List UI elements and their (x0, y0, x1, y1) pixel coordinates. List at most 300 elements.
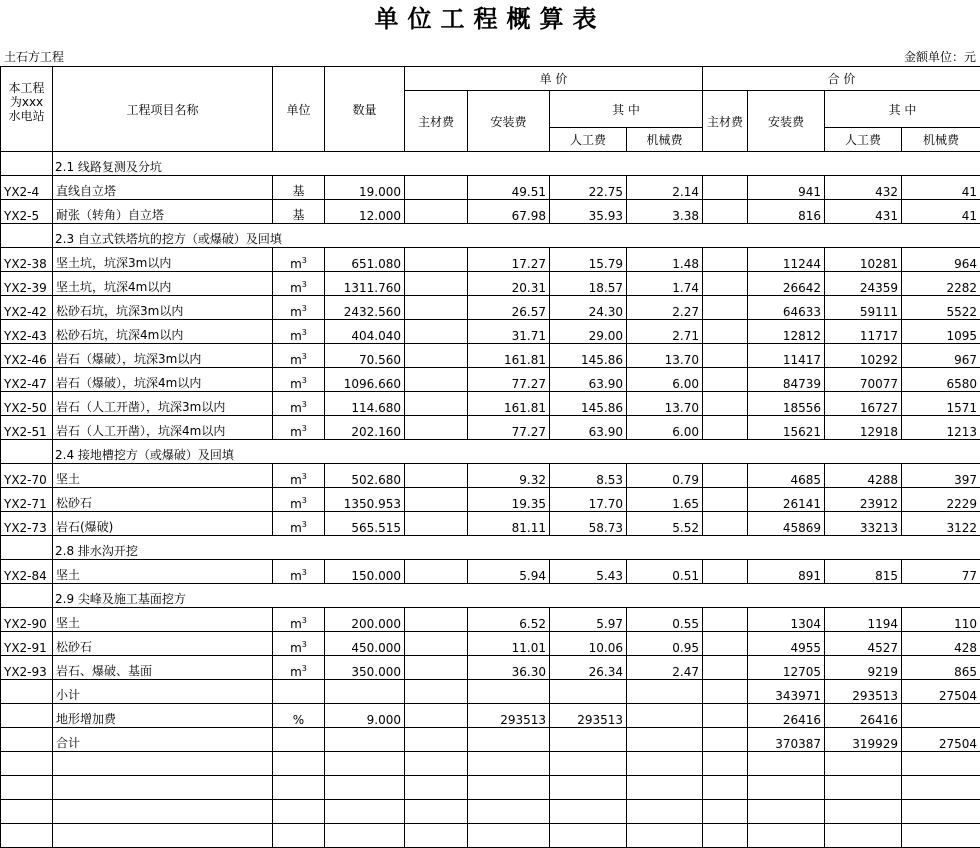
table-row (1, 176, 980, 200)
cell-name: 松砂石坑，坑深4m以内 (53, 320, 273, 344)
superscript-3: 3 (302, 304, 307, 313)
table-row (1, 560, 980, 584)
cell-qty: 350.000 (325, 656, 405, 680)
cell-t-mat (703, 200, 748, 224)
cell-t-inst: 12705 (748, 656, 825, 680)
header-u-material: 主材费 (405, 91, 468, 152)
cell-t-lab (825, 824, 902, 848)
superscript-3: 3 (302, 568, 307, 577)
cell-code: YX2-93 (1, 656, 53, 680)
cell-u-mach (627, 704, 703, 728)
cell-t-lab: 815 (825, 560, 902, 584)
cell-name: 坚土 (53, 608, 273, 632)
cell-u-mach: 1.48 (627, 248, 703, 272)
cell-qty: 19.000 (325, 176, 405, 200)
cell-u-mat (405, 416, 468, 440)
cell-qty: 1350.953 (325, 488, 405, 512)
cell-code (1, 728, 53, 752)
cell-t-mach: 1095 (902, 320, 980, 344)
cell-code: YX2-4 (1, 176, 53, 200)
cell-name: 岩石（爆破），坑深4m以内 (53, 368, 273, 392)
cell-unit: % (273, 704, 325, 728)
cell-u-inst (468, 752, 550, 776)
cell-t-inst: 26642 (748, 272, 825, 296)
cell-t-mat (703, 248, 748, 272)
cell-u-lab (550, 752, 627, 776)
cell-u-mach (627, 752, 703, 776)
section-title: 2.8 排水沟开挖 (53, 536, 980, 560)
cell-t-mach: 2282 (902, 272, 980, 296)
table-row (1, 656, 980, 680)
cell-code: YX2-39 (1, 272, 53, 296)
cell-code: YX2-51 (1, 416, 53, 440)
cell-name: 松砂石 (53, 488, 273, 512)
cell-u-lab: 29.00 (550, 320, 627, 344)
cell-u-mach: 2.47 (627, 656, 703, 680)
cell-unit: $m^3$ (273, 632, 325, 656)
cell-t-lab: 4288 (825, 464, 902, 488)
cell-u-mat (405, 464, 468, 488)
cell-t-mach: 1571 (902, 392, 980, 416)
cell-u-inst (468, 776, 550, 800)
cell-u-mach: 0.51 (627, 560, 703, 584)
cell-t-lab: 10281 (825, 248, 902, 272)
cell-t-mach: 110 (902, 608, 980, 632)
cell-u-mat (405, 320, 468, 344)
cell-u-inst: 5.94 (468, 560, 550, 584)
cell-t-inst: 18556 (748, 392, 825, 416)
superscript-3: 3 (302, 640, 307, 649)
cell-t-inst (748, 800, 825, 824)
section-row (1, 224, 980, 248)
cell-qty: 404.040 (325, 320, 405, 344)
cell-u-inst: 293513 (468, 704, 550, 728)
cell-t-mat (703, 728, 748, 752)
cell-t-mach: 5522 (902, 296, 980, 320)
section-row (1, 440, 980, 464)
cell-code (1, 752, 53, 776)
table-row (1, 296, 980, 320)
cell-u-mat (405, 392, 468, 416)
cell-t-lab: 319929 (825, 728, 902, 752)
cell-u-mach (627, 680, 703, 704)
cell-unit: $m^3$ (273, 272, 325, 296)
cell-u-inst (468, 800, 550, 824)
cell-u-lab (550, 824, 627, 848)
cell-u-inst: 26.57 (468, 296, 550, 320)
cell-code: YX2-43 (1, 320, 53, 344)
cell-u-mat (405, 800, 468, 824)
table-body (1, 152, 980, 848)
cell-u-mat (405, 176, 468, 200)
cell-unit: $m^3$ (273, 512, 325, 536)
cell-u-mach: 5.52 (627, 512, 703, 536)
section-title: 2.3 自立式铁塔坑的挖方（或爆破）及回填 (53, 224, 980, 248)
cell-t-inst (748, 752, 825, 776)
cell-name: 岩石（爆破），坑深3m以内 (53, 344, 273, 368)
cell-unit: 基 (273, 200, 325, 224)
cell-t-inst: 11417 (748, 344, 825, 368)
table-row (1, 608, 980, 632)
cell-name: 直线自立塔 (53, 176, 273, 200)
cell-u-lab (550, 800, 627, 824)
cell-qty: 12.000 (325, 200, 405, 224)
cell-qty: 1311.760 (325, 272, 405, 296)
cell-t-inst: 4955 (748, 632, 825, 656)
cell-qty (325, 752, 405, 776)
cell-name: 坚土 (53, 464, 273, 488)
cell-qty (325, 800, 405, 824)
cell-unit (273, 824, 325, 848)
cell-code: YX2-91 (1, 632, 53, 656)
cell-u-mat (405, 248, 468, 272)
cell-u-lab: 22.75 (550, 176, 627, 200)
cell-code (1, 704, 53, 728)
cell-t-mach (902, 776, 980, 800)
cell-u-mat (405, 200, 468, 224)
sheet-title: 单位工程概算表 (0, 0, 980, 38)
cell-t-lab: 432 (825, 176, 902, 200)
cell-u-inst (468, 680, 550, 704)
cell-u-mach (627, 824, 703, 848)
cell-t-inst: 891 (748, 560, 825, 584)
table-row (1, 680, 980, 704)
cell-u-mach (627, 776, 703, 800)
table-row (1, 320, 980, 344)
cell-t-inst: 1304 (748, 608, 825, 632)
cell-t-mach (902, 752, 980, 776)
cell-u-mach: 6.00 (627, 368, 703, 392)
header-unit-price: 单 价 (405, 67, 703, 91)
cell-u-mat (405, 608, 468, 632)
superscript-3: 3 (302, 496, 307, 505)
table-row (1, 248, 980, 272)
cell-t-lab: 431 (825, 200, 902, 224)
cell-u-mat (405, 728, 468, 752)
cell-t-lab (825, 752, 902, 776)
cell-u-mach: 3.38 (627, 200, 703, 224)
cell-t-lab: 10292 (825, 344, 902, 368)
cell-u-mat (405, 272, 468, 296)
cell-u-inst: 161.81 (468, 392, 550, 416)
cell-code: YX2-84 (1, 560, 53, 584)
cell-u-mat (405, 632, 468, 656)
cell-u-inst: 67.98 (468, 200, 550, 224)
cell-t-lab: 11717 (825, 320, 902, 344)
cell-u-lab: 17.70 (550, 488, 627, 512)
cell-name: 坚土 (53, 560, 273, 584)
header-name: 工程项目名称 (53, 67, 273, 152)
cell-code: YX2-42 (1, 296, 53, 320)
cell-name (53, 752, 273, 776)
header-t-install: 安装费 (748, 91, 825, 152)
cell-u-inst: 9.32 (468, 464, 550, 488)
table-row (1, 392, 980, 416)
cell-u-lab: 145.86 (550, 344, 627, 368)
cell-code (1, 224, 53, 248)
section-title: 2.1 线路复测及分坑 (53, 152, 980, 176)
cell-u-inst (468, 824, 550, 848)
cell-t-mach: 6580 (902, 368, 980, 392)
cell-t-mat (703, 656, 748, 680)
cell-u-inst: 77.27 (468, 368, 550, 392)
cell-t-mach (902, 704, 980, 728)
cell-qty: 651.080 (325, 248, 405, 272)
cell-u-lab: 24.30 (550, 296, 627, 320)
cell-u-mat (405, 344, 468, 368)
header-unit: 单位 (273, 67, 325, 152)
table-row (1, 200, 980, 224)
cell-u-lab: 26.34 (550, 656, 627, 680)
section-row (1, 584, 980, 608)
cell-t-mach: 964 (902, 248, 980, 272)
header-total-price: 合 价 (703, 67, 980, 91)
cell-t-inst: 12812 (748, 320, 825, 344)
cell-t-lab: 24359 (825, 272, 902, 296)
cell-name (53, 824, 273, 848)
superscript-3: 3 (302, 256, 307, 265)
header-col0: 本工程为xxx水电站 (1, 67, 53, 152)
cell-t-mach: 27504 (902, 680, 980, 704)
cell-u-lab (550, 680, 627, 704)
cell-t-lab: 26416 (825, 704, 902, 728)
blank-row (1, 800, 980, 824)
cell-u-mach: 13.70 (627, 344, 703, 368)
cell-u-mach: 0.95 (627, 632, 703, 656)
cell-unit: $m^3$ (273, 488, 325, 512)
cell-u-lab: 293513 (550, 704, 627, 728)
superscript-3: 3 (302, 520, 307, 529)
cell-u-inst: 161.81 (468, 344, 550, 368)
cell-t-mat (703, 320, 748, 344)
cell-code: YX2-73 (1, 512, 53, 536)
cell-name: 坚土坑，坑深3m以内 (53, 248, 273, 272)
cell-qty: 450.000 (325, 632, 405, 656)
cell-u-mat (405, 296, 468, 320)
superscript-3: 3 (302, 400, 307, 409)
cell-code (1, 680, 53, 704)
cell-u-mat (405, 512, 468, 536)
cell-unit: $m^3$ (273, 560, 325, 584)
cell-qty (325, 680, 405, 704)
cell-code (1, 152, 53, 176)
cell-t-lab: 293513 (825, 680, 902, 704)
superscript-3: 3 (302, 472, 307, 481)
cell-t-inst: 45869 (748, 512, 825, 536)
cell-name: 坚土坑，坑深4m以内 (53, 272, 273, 296)
cell-name (53, 800, 273, 824)
estimate-table (0, 66, 980, 848)
cell-code (1, 824, 53, 848)
cell-u-mat (405, 824, 468, 848)
table-header (1, 67, 980, 152)
cell-qty: 502.680 (325, 464, 405, 488)
table-row (1, 728, 980, 752)
cell-code (1, 440, 53, 464)
cell-t-mach (902, 800, 980, 824)
cell-t-lab: 16727 (825, 392, 902, 416)
cell-t-lab (825, 776, 902, 800)
cell-u-inst: 11.01 (468, 632, 550, 656)
header-u-install: 安装费 (468, 91, 550, 152)
cell-t-mach: 1213 (902, 416, 980, 440)
cell-qty: 200.000 (325, 608, 405, 632)
cell-t-inst: 4685 (748, 464, 825, 488)
cell-u-mat (405, 488, 468, 512)
cell-u-inst: 17.27 (468, 248, 550, 272)
cell-t-inst (748, 824, 825, 848)
cell-name: 岩石（人工开凿），坑深4m以内 (53, 416, 273, 440)
cell-qty (325, 824, 405, 848)
table-row (1, 488, 980, 512)
header-t-machine: 机械费 (902, 128, 980, 152)
cell-t-inst: 64633 (748, 296, 825, 320)
cell-unit: 基 (273, 176, 325, 200)
cell-t-inst: 15621 (748, 416, 825, 440)
cell-u-lab (550, 728, 627, 752)
cell-u-mach: 1.74 (627, 272, 703, 296)
cell-unit (273, 776, 325, 800)
cell-qty: 70.560 (325, 344, 405, 368)
cell-t-inst: 816 (748, 200, 825, 224)
cell-unit (273, 800, 325, 824)
cell-t-mat (703, 392, 748, 416)
cell-u-lab: 8.53 (550, 464, 627, 488)
cell-name: 岩石（人工开凿），坑深3m以内 (53, 392, 273, 416)
cell-qty: 1096.660 (325, 368, 405, 392)
cell-t-inst (748, 776, 825, 800)
cell-qty (325, 728, 405, 752)
cell-unit: $m^3$ (273, 320, 325, 344)
cell-t-mat (703, 416, 748, 440)
cell-t-lab: 23912 (825, 488, 902, 512)
cell-t-inst: 343971 (748, 680, 825, 704)
cell-u-lab: 145.86 (550, 392, 627, 416)
cell-t-mat (703, 368, 748, 392)
cell-name (53, 776, 273, 800)
cell-qty: 202.160 (325, 416, 405, 440)
cell-u-mat (405, 704, 468, 728)
cell-t-lab: 33213 (825, 512, 902, 536)
cell-u-lab: 5.43 (550, 560, 627, 584)
cell-t-mat (703, 704, 748, 728)
cell-code (1, 536, 53, 560)
cell-unit: $m^3$ (273, 464, 325, 488)
cell-code: YX2-47 (1, 368, 53, 392)
cell-t-inst: 26141 (748, 488, 825, 512)
cell-code (1, 776, 53, 800)
cell-name: 松砂石坑，坑深3m以内 (53, 296, 273, 320)
table-row (1, 704, 980, 728)
cell-t-mat (703, 824, 748, 848)
cell-u-mat (405, 776, 468, 800)
cell-t-lab: 70077 (825, 368, 902, 392)
section-row (1, 152, 980, 176)
section-row (1, 536, 980, 560)
cell-unit (273, 680, 325, 704)
cell-t-mach: 397 (902, 464, 980, 488)
table-row (1, 272, 980, 296)
cell-t-mat (703, 800, 748, 824)
cell-u-inst: 36.30 (468, 656, 550, 680)
cell-name: 小计 (53, 680, 273, 704)
cell-unit: $m^3$ (273, 296, 325, 320)
cell-u-lab: 63.90 (550, 368, 627, 392)
table-row (1, 632, 980, 656)
cell-u-mach: 2.27 (627, 296, 703, 320)
cell-unit (273, 728, 325, 752)
cell-code: YX2-70 (1, 464, 53, 488)
header-t-of-which: 其 中 (825, 91, 980, 128)
cell-unit: $m^3$ (273, 608, 325, 632)
superscript-3: 3 (302, 664, 307, 673)
cell-u-mach: 6.00 (627, 416, 703, 440)
cell-t-mat (703, 464, 748, 488)
cell-u-mat (405, 752, 468, 776)
superscript-3: 3 (302, 328, 307, 337)
cell-t-mat (703, 776, 748, 800)
cell-t-mach: 428 (902, 632, 980, 656)
cell-u-mach: 2.14 (627, 176, 703, 200)
cell-code: YX2-5 (1, 200, 53, 224)
cell-name: 岩石(爆破) (53, 512, 273, 536)
cell-u-inst: 81.11 (468, 512, 550, 536)
table-row (1, 344, 980, 368)
superscript-3: 3 (302, 352, 307, 361)
cell-name: 松砂石 (53, 632, 273, 656)
cell-u-lab: 15.79 (550, 248, 627, 272)
cell-t-inst: 941 (748, 176, 825, 200)
cell-t-mach: 77 (902, 560, 980, 584)
cell-u-mat (405, 560, 468, 584)
cell-u-lab: 5.97 (550, 608, 627, 632)
cell-t-mach: 2229 (902, 488, 980, 512)
cell-name: 耐张（转角）自立塔 (53, 200, 273, 224)
cell-t-mat (703, 752, 748, 776)
cell-unit: $m^3$ (273, 416, 325, 440)
cell-t-mat (703, 488, 748, 512)
cell-unit: $m^3$ (273, 368, 325, 392)
header-u-machine: 机械费 (627, 128, 703, 152)
cell-u-mach: 0.55 (627, 608, 703, 632)
superscript-3: 3 (302, 280, 307, 289)
cell-u-mach: 13.70 (627, 392, 703, 416)
cell-u-mach (627, 800, 703, 824)
header-t-material: 主材费 (703, 91, 748, 152)
header-t-labor: 人工费 (825, 128, 902, 152)
table-row (1, 512, 980, 536)
blank-row (1, 824, 980, 848)
project-name: 土石方工程 (4, 48, 64, 66)
cell-t-lab: 9219 (825, 656, 902, 680)
cell-u-mach: 0.79 (627, 464, 703, 488)
cell-code: YX2-71 (1, 488, 53, 512)
cell-u-lab: 18.57 (550, 272, 627, 296)
cell-t-mat (703, 296, 748, 320)
cell-u-inst: 49.51 (468, 176, 550, 200)
cell-u-mach: 1.65 (627, 488, 703, 512)
cell-t-mach: 27504 (902, 728, 980, 752)
cell-t-lab: 59111 (825, 296, 902, 320)
header-qty: 数量 (325, 67, 405, 152)
cell-u-lab: 35.93 (550, 200, 627, 224)
cell-u-inst: 77.27 (468, 416, 550, 440)
cell-u-inst: 6.52 (468, 608, 550, 632)
cell-u-mach: 2.71 (627, 320, 703, 344)
blank-row (1, 776, 980, 800)
superscript-3: 3 (302, 616, 307, 625)
cell-qty: 9.000 (325, 704, 405, 728)
